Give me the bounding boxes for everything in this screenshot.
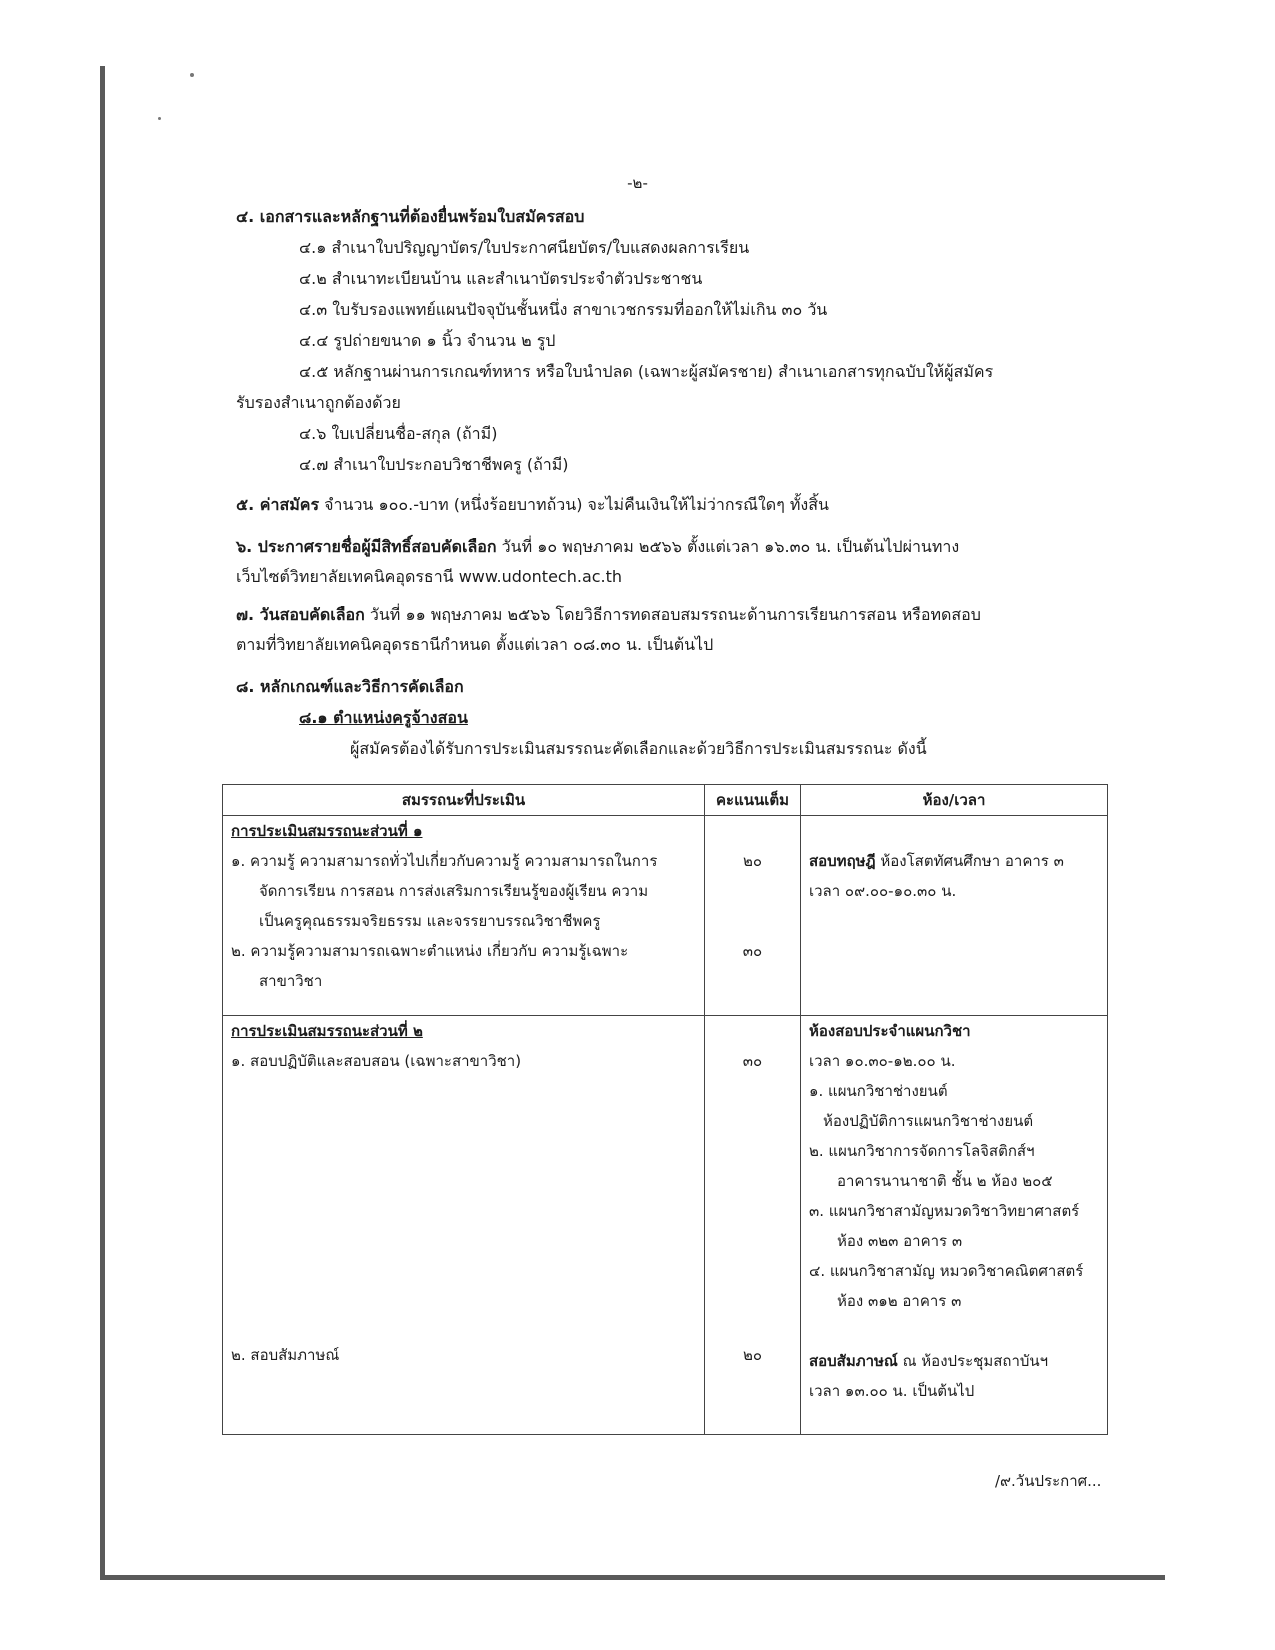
- section4-item: ๔.๓ ใบรับรองแพทย์แผนปัจจุบันชั้นหนึ่ง สาขาเวชกรรมที่ออกให้ไม่เกิน ๓๐ วัน: [299, 300, 828, 319]
- section6-line2: เว็บไซต์วิทยาลัยเทคนิคอุดรธานี www.udontech.ac.th: [236, 567, 623, 586]
- page-number: -๒-: [627, 174, 648, 192]
- part1-item2-line: สาขาวิชา: [259, 972, 323, 990]
- section4-item: ๔.๗ สำเนาใบประกอบวิชาชีพครู (ถ้ามี): [299, 455, 569, 474]
- part2-room-cell: [801, 1016, 1108, 1435]
- part1-item1-line: เป็นครูคุณธรรมจริยธรรม และจรรยาบรรณวิชาชีพครู: [259, 912, 601, 930]
- part2-score1: ๓๐: [742, 1052, 763, 1070]
- part1-item2-line: ๒. ความรู้ความสามารถเฉพาะตำแหน่ง เกี่ยวกับ ความรู้เฉพาะ: [231, 942, 629, 960]
- section4-item: ๔.๒ สำเนาทะเบียนบ้าน และสำเนาบัตรประจำตัวประชาชน: [299, 269, 703, 288]
- section8-heading: ๘. หลักเกณฑ์และวิธีการคัดเลือก: [236, 677, 464, 696]
- part2-room-location: อาคารนานาชาติ ชั้น ๒ ห้อง ๒๐๕: [837, 1172, 1053, 1190]
- part2-room-dept: ๔. แผนกวิชาสามัญ หมวดวิชาคณิตศาสตร์: [809, 1262, 1084, 1280]
- part2-interview-text: ณ ห้องประชุมสถาบันฯ: [897, 1352, 1049, 1370]
- table-header-row: [223, 785, 1108, 816]
- section4-item: ๔.๖ ใบเปลี่ยนชื่อ-สกุล (ถ้ามี): [299, 424, 498, 443]
- section6-text: วันที่ ๑๐ พฤษภาคม ๒๕๖๖ ตั้งแต่เวลา ๑๖.๓๐ น. เป็นต้นไปผ่านทาง: [496, 537, 960, 556]
- part2-interview-label: สอบสัมภาษณ์: [809, 1352, 898, 1370]
- part1-score1: ๒๐: [742, 852, 763, 870]
- section4-item: ๔.๕ หลักฐานผ่านการเกณฑ์ทหาร หรือใบนำปลด (เฉพาะผู้สมัครชาย) สำเนาเอกสารทุกฉบับให้ผู้สมัคร: [299, 362, 994, 381]
- section7-line2: ตามที่วิทยาลัยเทคนิคอุดรธานีกำหนด ตั้งแต่เวลา ๐๘.๓๐ น. เป็นต้นไป: [236, 635, 714, 654]
- part2-room-heading: ห้องสอบประจำแผนกวิชา: [809, 1022, 971, 1040]
- part1-room-cell: [801, 816, 1108, 1016]
- part2-score2: ๒๐: [742, 1346, 763, 1364]
- header-full-score: คะแนนเต็ม: [705, 785, 801, 816]
- section5-label: ๕. ค่าสมัคร: [236, 495, 320, 514]
- part1-score2: ๓๐: [742, 942, 763, 960]
- part2-item2: ๒. สอบสัมภาษณ์: [231, 1346, 340, 1364]
- part2-room-time: เวลา ๑๐.๓๐-๑๒.๐๐ น.: [809, 1052, 956, 1070]
- part2-room-location: ห้อง ๓๒๓ อาคาร ๓: [837, 1232, 963, 1250]
- part2-room-location: ห้องปฏิบัติการแผนกวิชาช่างยนต์: [823, 1112, 1034, 1130]
- part2-interview-time: เวลา ๑๓.๐๐ น. เป็นต้นไป: [809, 1382, 975, 1400]
- section6-line1: [236, 536, 959, 558]
- part2-room-dept: ๓. แผนกวิชาสามัญหมวดวิชาวิทยาศาสตร์: [809, 1202, 1080, 1220]
- part2-room-location: ห้อง ๓๑๒ อาคาร ๓: [837, 1292, 962, 1310]
- part2-item1: ๑. สอบปฏิบัติและสอบสอน (เฉพาะสาขาวิชา): [231, 1052, 522, 1070]
- section7-text: วันที่ ๑๑ พฤษภาคม ๒๕๖๖ โดยวิธีการทดสอบสมรรถนะด้านการเรียนการสอน หรือทดสอบ: [364, 605, 981, 624]
- table-row-part1: [223, 816, 1108, 1016]
- part2-room-dept: ๒. แผนกวิชาการจัดการโลจิสติกส์ฯ: [809, 1142, 1035, 1160]
- part1-room-time: เวลา ๐๙.๐๐-๑๐.๓๐ น.: [809, 882, 957, 900]
- part1-title: การประเมินสมรรถนะส่วนที่ ๑: [231, 822, 423, 840]
- section5-text: จำนวน ๑๐๐.-บาท (หนึ่งร้อยบาทถ้วน) จะไม่คืนเงินให้ไม่ว่ากรณีใดๆ ทั้งสิ้น: [319, 495, 829, 514]
- part1-item1-line: ๑. ความรู้ ความสามารถทั่วไปเกี่ยวกับความรู้ ความสามารถในการ: [231, 852, 658, 870]
- part2-interview-line: [809, 1346, 1099, 1376]
- part2-score-cell: [705, 1016, 801, 1435]
- part2-title: การประเมินสมรรถนะส่วนที่ ๒: [231, 1022, 423, 1040]
- footer-continuation-note: /๙.วันประกาศ...: [995, 1472, 1102, 1490]
- section7-label: ๗. วันสอบคัดเลือก: [236, 605, 365, 624]
- assessment-table: [222, 784, 1108, 1435]
- section8-sub-heading: ๘.๑ ตำแหน่งครูจ้างสอน: [299, 708, 468, 727]
- part1-room-label: สอบทฤษฎี: [809, 852, 876, 870]
- section4-item: ๔.๔ รูปถ่ายขนาด ๑ นิ้ว จำนวน ๒ รูป: [299, 331, 556, 350]
- header-room-time: ห้อง/เวลา: [801, 785, 1108, 816]
- part1-competency-cell: [223, 816, 705, 1016]
- section5-line: [236, 494, 829, 516]
- section7-line1: [236, 604, 981, 626]
- part1-room-line: [809, 846, 1099, 876]
- part2-competency-cell: [223, 1016, 705, 1435]
- header-competency: สมรรถนะที่ประเมิน: [223, 785, 705, 816]
- section4-item-continued: รับรองสำเนาถูกต้องด้วย: [236, 393, 401, 412]
- section8-intro: ผู้สมัครต้องได้รับการประเมินสมรรถนะคัดเลือกและด้วยวิธีการประเมินสมรรถนะ ดังนี้: [350, 739, 927, 758]
- part1-score-cell: [705, 816, 801, 1016]
- part1-room-text: ห้องโสตทัศนศึกษา อาคาร ๓: [875, 852, 1064, 870]
- part2-room-dept: ๑. แผนกวิชาช่างยนต์: [809, 1082, 948, 1100]
- table-row-part2: [223, 1016, 1108, 1435]
- section4-heading: ๔. เอกสารและหลักฐานที่ต้องยื่นพร้อมใบสมัครสอบ: [236, 207, 585, 226]
- part1-item1-line: จัดการเรียน การสอน การส่งเสริมการเรียนรู้ของผู้เรียน ความ: [259, 882, 649, 900]
- section4-item: ๔.๑ สำเนาใบปริญญาบัตร/ใบประกาศนียบัตร/ใบแสดงผลการเรียน: [299, 238, 750, 257]
- section6-label: ๖. ประกาศรายชื่อผู้มีสิทธิ์สอบคัดเลือก: [236, 537, 497, 556]
